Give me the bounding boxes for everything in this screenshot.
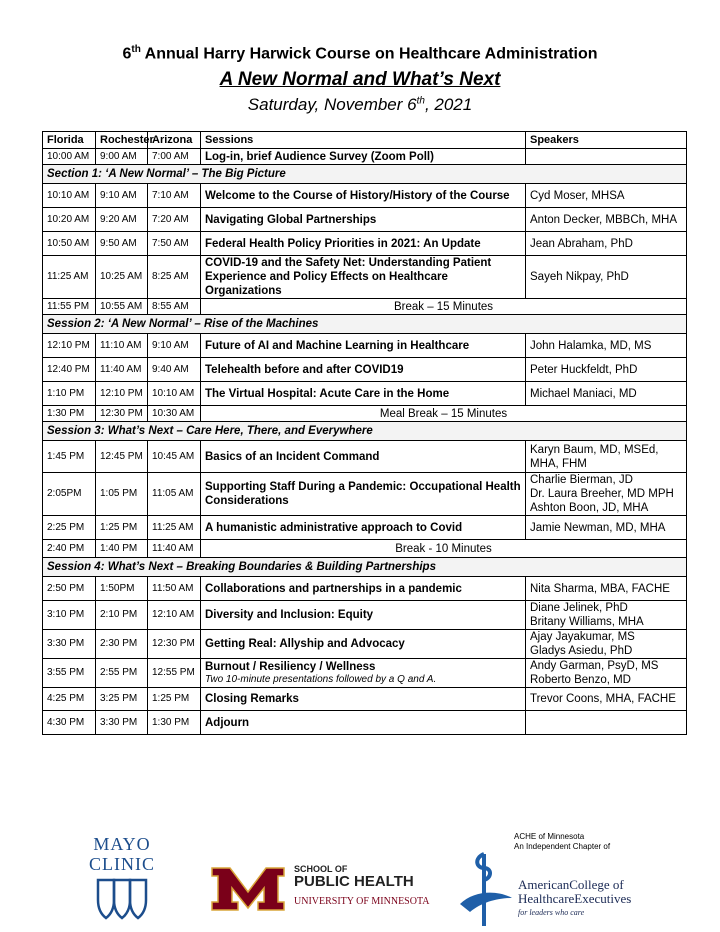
session-title <box>201 711 526 735</box>
speaker-name: Roberto Benzo, MD <box>530 674 631 686</box>
speakers-cell <box>526 184 687 208</box>
column-header-speakers: Speakers <box>526 132 687 149</box>
session-title-text: The Virtual Hospital: Acute Care in the Home <box>205 387 450 400</box>
speaker-name: MHA, FHM <box>530 457 587 470</box>
break-label: Break - 10 Minutes <box>201 540 687 558</box>
session-title-text: Diversity and Inclusion: Equity <box>205 609 374 621</box>
sponsor-logos <box>0 826 720 926</box>
time-arizona: 8:55 AM <box>148 299 201 315</box>
speaker-name: Michael Maniaci, MD <box>530 387 637 400</box>
speaker-name: Trevor Coons, MHA, FACHE <box>530 693 676 705</box>
speaker-name: Andy Garman, PsyD, MS <box>530 660 659 672</box>
time-arizona: 7:10 AM <box>148 184 201 208</box>
session-title <box>201 149 526 165</box>
time-rochester: 12:10 PM <box>96 382 148 406</box>
break-row <box>43 540 687 558</box>
time-florida: 10:10 AM <box>43 184 96 208</box>
speakers-cell <box>526 630 687 659</box>
time-florida: 11:25 AM <box>43 256 96 299</box>
break-label: Meal Break – 15 Minutes <box>201 406 687 422</box>
table-row <box>43 516 687 540</box>
time-florida: 12:10 PM <box>43 334 96 358</box>
speaker-name: Sayeh Nikpay, PhD <box>530 271 629 283</box>
time-arizona: 11:40 AM <box>148 540 201 558</box>
table-row <box>43 334 687 358</box>
column-header-arizona: Arizona <box>148 132 201 149</box>
time-florida: 3:30 PM <box>43 630 96 659</box>
speaker-name: Ajay Jayakumar, MS <box>530 631 635 643</box>
speakers-cell <box>526 256 687 299</box>
time-florida: 2:05PM <box>43 473 96 516</box>
ache-logo: ACHE of Minnesota An Independent Chapter of AmericanCollege of HealthcareExecutives for leaders who care <box>458 830 658 922</box>
session-title-text: COVID-19 and the Safety Net: Understanding Patient Experience and Policy Effects on Healthcare Organizations <box>205 257 492 297</box>
table-row <box>43 184 687 208</box>
section-header-row <box>43 165 687 184</box>
session-title-text: Adjourn <box>205 716 250 729</box>
session-title-text: Closing Remarks <box>205 693 299 705</box>
time-arizona: 12:55 PM <box>148 659 201 688</box>
speaker-name: Jean Abraham, PhD <box>530 237 633 250</box>
time-florida: 10:00 AM <box>43 149 96 165</box>
time-rochester: 9:20 AM <box>96 208 148 232</box>
speakers-cell <box>526 334 687 358</box>
table-row <box>43 441 687 473</box>
time-arizona: 9:10 AM <box>148 334 201 358</box>
schedule-body <box>43 149 687 735</box>
time-arizona: 7:00 AM <box>148 149 201 165</box>
session-title <box>201 208 526 232</box>
speakers-cell <box>526 382 687 406</box>
section-header-row <box>43 558 687 577</box>
session-title <box>201 382 526 406</box>
speakers-cell <box>526 601 687 630</box>
speaker-name: Cyd Moser, MHSA <box>530 189 625 202</box>
time-arizona: 12:10 AM <box>148 601 201 630</box>
time-rochester: 12:45 PM <box>96 441 148 473</box>
speaker-name: Jamie Newman, MD, MHA <box>530 521 666 534</box>
speakers-cell <box>526 659 687 688</box>
section-title: Session 2: ‘A New Normal’ – Rise of the Machines <box>43 315 687 334</box>
speaker-name: Karyn Baum, MD, MSEd, <box>530 443 659 456</box>
session-title <box>201 516 526 540</box>
mayo-clinic-logo: MAYO CLINIC <box>82 834 162 920</box>
speaker-name: Dr. Laura Breeher, MD MPH <box>530 488 674 500</box>
time-arizona: 12:30 PM <box>148 630 201 659</box>
speakers-cell <box>526 441 687 473</box>
speakers-cell <box>526 516 687 540</box>
session-title <box>201 601 526 630</box>
session-title <box>201 473 526 516</box>
table-row <box>43 149 687 165</box>
time-rochester: 11:40 AM <box>96 358 148 382</box>
table-row <box>43 473 687 516</box>
speaker-name: Anton Decker, MBBCh, MHA <box>530 213 677 226</box>
time-rochester: 1:25 PM <box>96 516 148 540</box>
session-title-text: Getting Real: Allyship and Advocacy <box>205 638 405 650</box>
event-title: 6th Annual Harry Harwick Course on Healthcare Administration <box>122 44 598 63</box>
time-arizona: 11:25 AM <box>148 516 201 540</box>
table-row <box>43 382 687 406</box>
time-florida: 1:30 PM <box>43 406 96 422</box>
section-header-row <box>43 315 687 334</box>
speakers-cell <box>526 577 687 601</box>
table-row <box>43 630 687 659</box>
time-rochester: 2:30 PM <box>96 630 148 659</box>
column-header-florida: Florida <box>43 132 96 149</box>
time-arizona: 8:25 AM <box>148 256 201 299</box>
speaker-name: Gladys Asiedu, PhD <box>530 645 633 657</box>
break-label: Break – 15 Minutes <box>201 299 687 315</box>
session-title-text: Federal Health Policy Priorities in 2021: An Update <box>205 237 481 250</box>
time-florida: 10:50 AM <box>43 232 96 256</box>
mayo-shields-icon <box>94 878 150 920</box>
time-rochester: 1:40 PM <box>96 540 148 558</box>
table-row <box>43 688 687 711</box>
time-rochester: 9:00 AM <box>96 149 148 165</box>
session-title <box>201 358 526 382</box>
time-rochester: 9:10 AM <box>96 184 148 208</box>
table-row <box>43 256 687 299</box>
time-rochester: 1:05 PM <box>96 473 148 516</box>
session-title-text: Welcome to the Course of History/History of the Course <box>205 189 510 202</box>
time-arizona: 1:25 PM <box>148 688 201 711</box>
session-title-text: Navigating Global Partnerships <box>205 213 377 226</box>
session-subtitle: Two 10-minute presentations followed by a Q and A. <box>205 674 437 685</box>
column-header-rochester: Rochester <box>96 132 148 149</box>
speakers-cell <box>526 711 687 735</box>
speaker-name: Charlie Bierman, JD <box>530 474 633 486</box>
speakers-cell <box>526 358 687 382</box>
table-row <box>43 232 687 256</box>
time-rochester: 3:25 PM <box>96 688 148 711</box>
table-row <box>43 358 687 382</box>
time-florida: 2:50 PM <box>43 577 96 601</box>
table-header-row <box>43 132 687 149</box>
time-rochester: 9:50 AM <box>96 232 148 256</box>
speakers-cell <box>526 473 687 516</box>
time-arizona: 9:40 AM <box>148 358 201 382</box>
column-header-sessions: Sessions <box>201 132 526 149</box>
time-arizona: 7:50 AM <box>148 232 201 256</box>
time-florida: 4:30 PM <box>43 711 96 735</box>
time-florida: 11:55 PM <box>43 299 96 315</box>
session-title-text: Supporting Staff During a Pandemic: Occupational Health Considerations <box>205 481 521 507</box>
time-rochester: 2:10 PM <box>96 601 148 630</box>
time-arizona: 11:05 AM <box>148 473 201 516</box>
speaker-name: Britany Williams, MHA <box>530 616 644 628</box>
section-title: Section 1: ‘A New Normal’ – The Big Picture <box>43 165 687 184</box>
section-header-row <box>43 422 687 441</box>
time-rochester: 10:55 AM <box>96 299 148 315</box>
schedule-table <box>42 131 687 735</box>
session-title-text: Log-in, brief Audience Survey (Zoom Poll) <box>205 150 434 163</box>
session-title <box>201 184 526 208</box>
session-title <box>201 232 526 256</box>
time-florida: 2:25 PM <box>43 516 96 540</box>
event-date: Saturday, November 6th, 2021 <box>247 95 473 114</box>
time-arizona: 10:45 AM <box>148 441 201 473</box>
session-title <box>201 441 526 473</box>
session-title <box>201 334 526 358</box>
session-title <box>201 256 526 299</box>
session-title-text: Basics of an Incident Command <box>205 450 380 463</box>
speakers-cell <box>526 208 687 232</box>
break-row <box>43 299 687 315</box>
speakers-cell <box>526 688 687 711</box>
speaker-name: Ashton Boon, JD, MHA <box>530 502 649 514</box>
table-row <box>43 577 687 601</box>
time-rochester: 1:50PM <box>96 577 148 601</box>
session-title-text: Burnout / Resiliency / Wellness <box>205 661 376 673</box>
table-row <box>43 711 687 735</box>
session-title-text: Collaborations and partnerships in a pandemic <box>205 582 462 595</box>
time-florida: 2:40 PM <box>43 540 96 558</box>
session-title <box>201 659 526 688</box>
time-florida: 3:10 PM <box>43 601 96 630</box>
time-florida: 3:55 PM <box>43 659 96 688</box>
time-florida: 12:40 PM <box>43 358 96 382</box>
time-arizona: 10:10 AM <box>148 382 201 406</box>
time-rochester: 11:10 AM <box>96 334 148 358</box>
table-row <box>43 659 687 688</box>
speakers-cell <box>526 149 687 165</box>
time-florida: 10:20 AM <box>43 208 96 232</box>
event-subtitle: A New Normal and What’s Next <box>219 69 501 90</box>
umn-school-of-public-health-logo: SCHOOL OF PUBLIC HEALTH UNIVERSITY OF MINNESOTA <box>210 862 430 918</box>
time-florida: 4:25 PM <box>43 688 96 711</box>
time-rochester: 3:30 PM <box>96 711 148 735</box>
session-title <box>201 630 526 659</box>
speaker-name: Nita Sharma, MBA, FACHE <box>530 582 670 595</box>
ache-caduceus-icon <box>458 850 514 930</box>
time-florida: 1:45 PM <box>43 441 96 473</box>
session-title-text: A humanistic administrative approach to Covid <box>205 521 463 534</box>
session-title-text: Future of AI and Machine Learning in Healthcare <box>205 339 470 352</box>
session-title <box>201 577 526 601</box>
speaker-name: Diane Jelinek, PhD <box>530 602 628 614</box>
time-arizona: 7:20 AM <box>148 208 201 232</box>
time-florida: 1:10 PM <box>43 382 96 406</box>
speaker-name: John Halamka, MD, MS <box>530 339 652 352</box>
time-rochester: 10:25 AM <box>96 256 148 299</box>
time-arizona: 11:50 AM <box>148 577 201 601</box>
speakers-cell <box>526 232 687 256</box>
table-row <box>43 601 687 630</box>
time-arizona: 1:30 PM <box>148 711 201 735</box>
section-title: Session 3: What’s Next – Care Here, There, and Everywhere <box>43 422 687 441</box>
speaker-name: Peter Huckfeldt, PhD <box>530 363 638 376</box>
table-row <box>43 208 687 232</box>
break-row <box>43 406 687 422</box>
time-rochester: 2:55 PM <box>96 659 148 688</box>
section-title: Session 4: What’s Next – Breaking Boundaries & Building Partnerships <box>43 558 687 577</box>
umn-m-icon <box>210 866 286 912</box>
session-title <box>201 688 526 711</box>
time-rochester: 12:30 PM <box>96 406 148 422</box>
time-arizona: 10:30 AM <box>148 406 201 422</box>
session-title-text: Telehealth before and after COVID19 <box>205 363 404 376</box>
